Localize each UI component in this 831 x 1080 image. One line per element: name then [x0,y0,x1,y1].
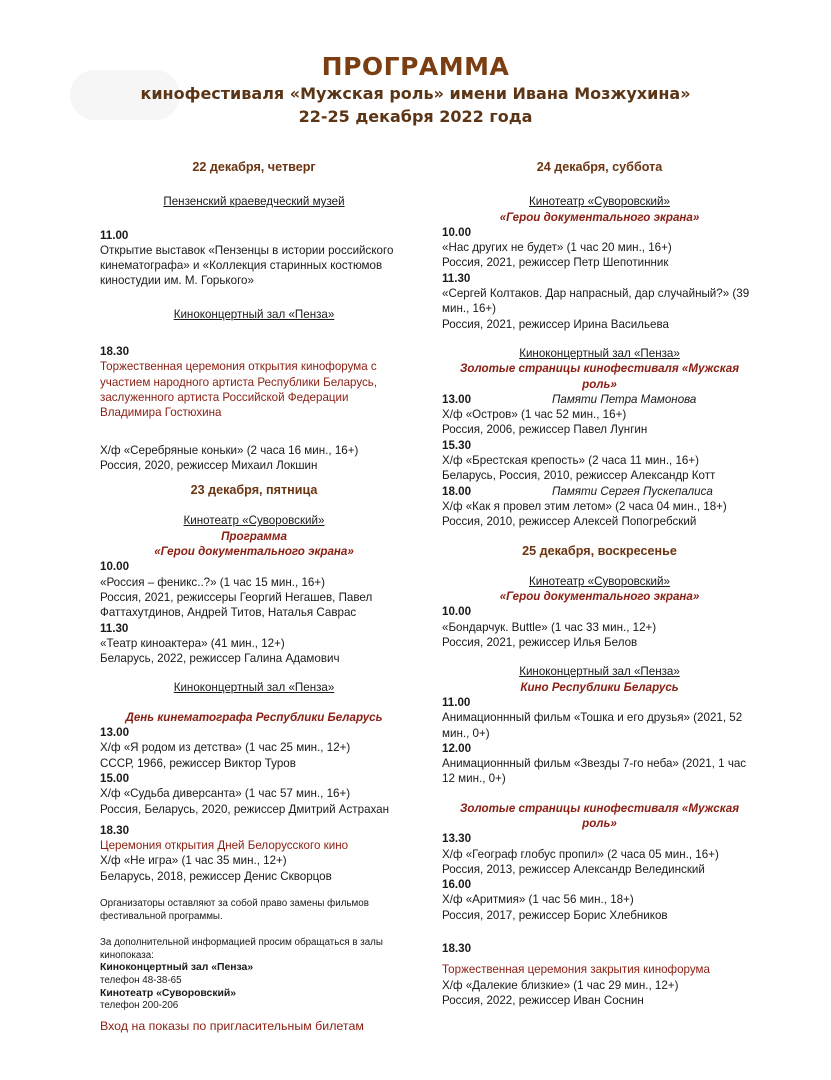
day-heading: 25 декабря, воскресенье [522,543,677,558]
program-title: День кинематографа Республики Беларусь [125,710,383,724]
left-column [100,160,408,1034]
time: 18.30 [100,345,130,359]
ceremony-text: Торжественная церемония открытия кинофорума с участием народного артиста Республики Беларусь, заслуженного артиста Российской Федерации Владимира Гостюхина [100,360,378,420]
time: 11.30 [442,271,471,285]
time: 10.00 [100,560,130,574]
venue: Киноконцертный зал «Пенза» [173,307,335,321]
program-title: «Герои документального экрана» [499,590,700,604]
venue: Пензенский краеведческий музей [163,195,345,209]
film-info: Россия, 2013, режиссер Александр Велединский [442,862,705,876]
film-info: Россия, 2020, режиссер Михаил Локшин [100,458,318,472]
page-title: ПРОГРАММА [321,52,510,81]
event-text: Открытие выставок «Пензенцы в истории российского кинематографа» и «Коллекция старинных костюмов киностудии им. М. Горького» [100,243,394,288]
day-heading: 22 декабря, четверг [192,160,316,174]
memorial-label: Памяти Сергея Пускепалиса [552,484,713,498]
venue: Киноконцертный зал «Пенза» [519,665,680,679]
venue: Кинотеатр «Суворовский» [183,514,325,528]
right-column [442,160,757,1008]
film-title: Х/ф «Не игра» (1 час 35 мин., 12+) [100,854,287,868]
program-title: «Герои документального экрана» [499,210,700,224]
venue: Киноконцертный зал «Пенза» [519,346,680,360]
festival-dates: 22-25 декабря 2022 года [298,107,533,126]
venue: Кинотеатр «Суворовский» [529,574,670,588]
film-title: Х/ф «Серебряные коньки» (2 часа 16 мин., 16+) [100,443,359,457]
time: 11.30 [100,621,129,635]
hall-phone: телефон 200-206 [100,1000,179,1012]
time: 11.00 [442,695,471,709]
time: 18.00 [442,484,472,498]
film-info: Беларусь, 2018, режиссер Денис Скворцов [100,869,332,883]
organizer-note: Организаторы оставляют за собой право замены фильмов фестивальной программы. [100,897,369,922]
film-info: Россия, 2021, режиссер Илья Белов [442,636,638,650]
program-title: Золотые страницы кинофестиваля «Мужская роль» [459,362,740,391]
program-title: Золотые страницы кинофестиваля «Мужская роль» [459,801,740,830]
film-info: Россия, 2006, режиссер Павел Лунгин [442,423,648,437]
film-info: Россия, 2017, режиссер Борис Хлебников [442,908,668,922]
film-info: Беларусь, Россия, 2010, режиссер Александр Котт [442,469,716,483]
time: 16.00 [442,878,472,892]
time: 13.00 [442,392,472,406]
contact-note: За дополнительной информацией просим обращаться в залы кинопоказа: [100,937,383,961]
film-info: Беларусь, 2022, режиссер Галина Адамович [100,652,340,666]
film-info: Россия, 2010, режиссер Алексей Попогребский [442,515,697,529]
ceremony-text: Церемония открытия Дней Белорусского кино [100,839,349,853]
day-heading: 23 декабря, пятница [190,483,318,498]
film-title: Х/ф «Как я провел этим летом» (2 часа 04 мин., 18+) [442,499,727,513]
program-title: Программа [221,529,287,543]
notes [100,898,408,1013]
film-title: Анимационнный фильм «Тошка и его друзья» (2021, 52 мин., 0+) [442,711,743,740]
entry-note: Вход на показы по пригласительным билетам [100,1018,364,1033]
program-title: Кино Республики Беларусь [520,680,679,694]
film-info: СССР, 1966, режиссер Виктор Туров [100,756,296,770]
film-title: «Россия – феникс..?» (1 час 15 мин., 16+) [100,575,325,589]
film-title: «Нас других не будет» (1 час 20 мин., 16+) [442,241,672,255]
hall-phone: телефон 48-38-65 [100,974,182,986]
film-title: «Сергей Колтаков. Дар напрасный, дар случайный?» (39 мин., 16+) [442,287,750,316]
time: 12.00 [442,741,472,755]
time: 11.00 [100,228,129,242]
film-title: Х/ф «Остров» (1 час 52 мин., 16+) [442,408,627,422]
film-title: «Бондарчук. Buttle» (1 час 33 мин., 12+) [442,620,657,634]
festival-name: кинофестиваля «Мужская роль» имени Ивана Мозжухина» [140,84,691,103]
film-title: Х/ф «Аритмия» (1 час 56 мин., 18+) [442,893,634,907]
venue: Киноконцертный зал «Пенза» [173,681,335,695]
film-title: «Театр киноактера» (41 мин., 12+) [100,636,285,650]
hall-name: Киноконцертный зал «Пенза» [100,962,254,974]
film-info: Россия, 2021, режиссер Петр Шепотинник [442,256,669,270]
film-info: Россия, Беларусь, 2020, режиссер Дмитрий Астрахан [100,802,390,816]
hall-name: Кинотеатр «Суворовский» [100,987,237,999]
time: 10.00 [442,605,472,619]
day-heading: 24 декабря, суббота [536,160,663,174]
program-title: «Герои документального экрана» [154,545,354,559]
film-info: Россия, 2022, режиссер Иван Соснин [442,993,644,1007]
time: 15.30 [442,438,472,452]
film-title: Х/ф «Географ глобус пропил» (2 часа 05 мин., 16+) [442,847,719,861]
film-title: Х/ф «Брестская крепость» (2 часа 11 мин., 16+) [442,454,700,468]
film-title: Х/ф «Далекие близкие» (1 час 29 мин., 12+) [442,978,679,992]
memorial-label: Памяти Петра Мамонова [552,392,697,406]
time: 18.30 [100,823,130,837]
film-title: Х/ф «Судьба диверсанта» (1 час 57 мин., 16+) [100,787,351,801]
time: 15.00 [100,771,130,785]
header [0,52,831,128]
venue: Кинотеатр «Суворовский» [529,195,670,209]
time: 13.30 [442,832,472,846]
film-title: Анимационнный фильм «Звезды 7-го неба» (2021, 1 час 12 мин., 0+) [442,757,747,786]
time: 18.30 [442,942,472,956]
memo-line [442,392,757,407]
film-title: Х/ф «Я родом из детства» (1 час 25 мин., 12+) [100,741,351,755]
film-info: Россия, 2021, режиссеры Георгий Негашев, Павел Фаттахутдинов, Андрей Титов, Наталья Саврас [100,590,373,620]
memo-line [442,484,757,499]
film-info: Россия, 2021, режиссер Ирина Васильева [442,317,669,331]
time: 10.00 [442,225,472,239]
ceremony-text: Торжественная церемония закрытия кинофорума [442,963,710,977]
time: 13.00 [100,726,130,740]
